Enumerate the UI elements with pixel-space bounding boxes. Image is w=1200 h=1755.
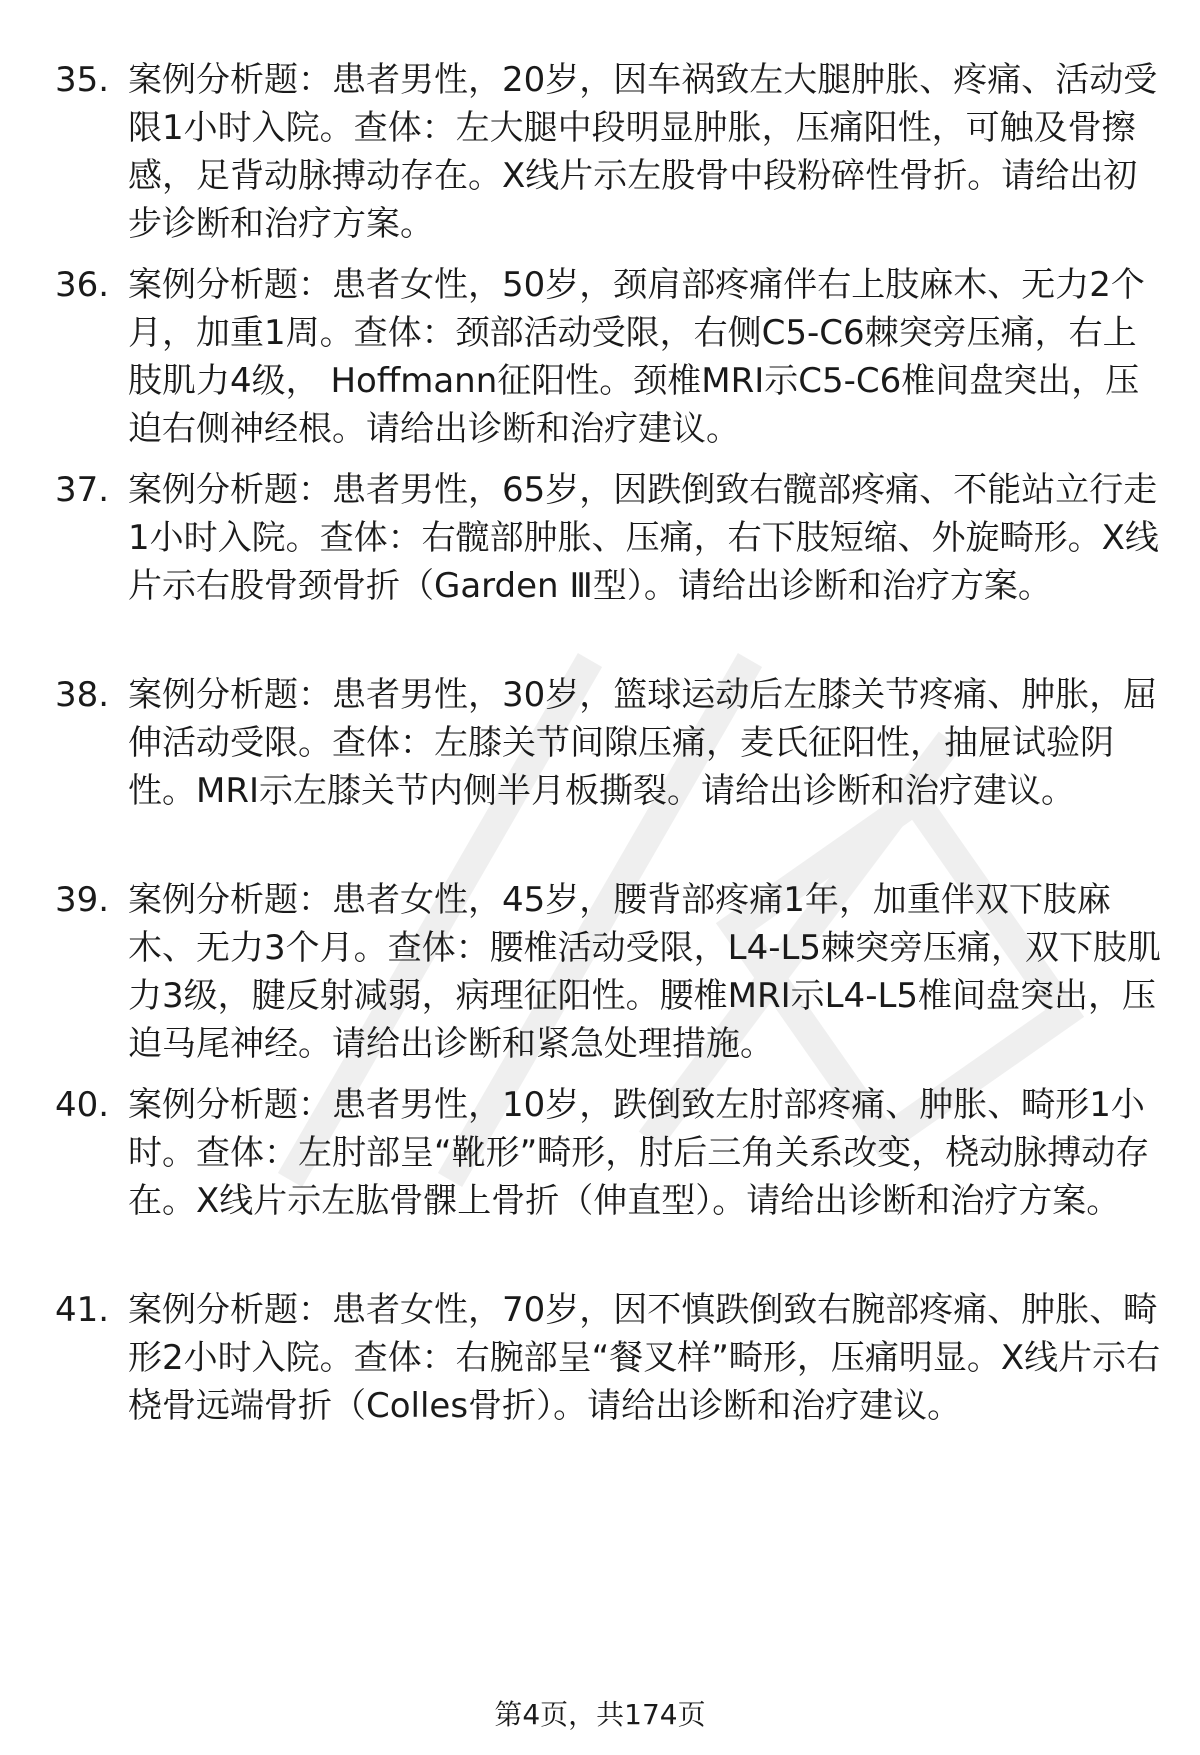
question-number: 40. (55, 1085, 110, 1125)
question-text: 案例分析题：患者男性，30岁，篮球运动后左膝关节疼痛、肿胀，屈伸活动受限。查体：左膝关节间隙压痛，麦氏征阳性，抽屉试验阴性。MRI示左膝关节内侧半月板撕裂。请给出诊断和治疗建议。 (128, 675, 1158, 811)
question-text: 案例分析题：患者女性，45岁，腰背部疼痛1年，加重伴双下肢麻木、无力3个月。查体：腰椎活动受限，L4-L5棘突旁压痛，双下肢肌力3级，腱反射减弱，病理征阳性。腰椎MRI示L4-L5椎间盘突出，压迫马尾神经。请给出诊断和紧急处理措施。 (128, 880, 1162, 1064)
question-text: 案例分析题：患者男性，10岁，跌倒致左肘部疼痛、肿胀、畸形1小时。查体：左肘部呈“靴形”畸形，肘后三角关系改变，桡动脉搏动存在。X线片示左肱骨髁上骨折（伸直型）。请给出诊断和治疗方案。 (128, 1085, 1150, 1221)
question-text: 案例分析题：患者男性，65岁，因跌倒致右髋部疼痛、不能站立行走1小时入院。查体：右髋部肿胀、压痛，右下肢短缩、外旋畸形。X线片示右股骨颈骨折（Garden Ⅲ型）。请给出诊断和治疗方案。 (128, 470, 1159, 606)
question-number: 41. (55, 1290, 110, 1330)
page-footer: 第4页，共174页 (494, 1698, 706, 1731)
question-number: 37. (55, 470, 110, 510)
question-number: 36. (55, 265, 110, 305)
question-number: 39. (55, 880, 110, 920)
question-number: 35. (55, 60, 110, 100)
question-text: 案例分析题：患者女性，50岁，颈肩部疼痛伴右上肢麻木、无力2个月，加重1周。查体：颈部活动受限，右侧C5-C6棘突旁压痛，右上肢肌力4级， Hoffmann征阳性。颈椎MRI示C5-C6椎间盘突出，压迫右侧神经根。请给出诊断和治疗建议。 (128, 265, 1145, 449)
question-text: 案例分析题：患者女性，70岁，因不慎跌倒致右腕部疼痛、肿胀、畸形2小时入院。查体：右腕部呈“餐叉样”畸形，压痛明显。X线片示右桡骨远端骨折（Colles骨折）。请给出诊断和治疗建议。 (128, 1290, 1161, 1426)
question-text: 案例分析题：患者男性，20岁，因车祸致左大腿肿胀、疼痛、活动受限1小时入院。查体：左大腿中段明显肿胀，压痛阳性，可触及骨擦感，足背动脉搏动存在。X线片示左股骨中段粉碎性骨折。请给出初步诊断和治疗方案。 (128, 60, 1158, 244)
question-number: 38. (55, 675, 110, 715)
